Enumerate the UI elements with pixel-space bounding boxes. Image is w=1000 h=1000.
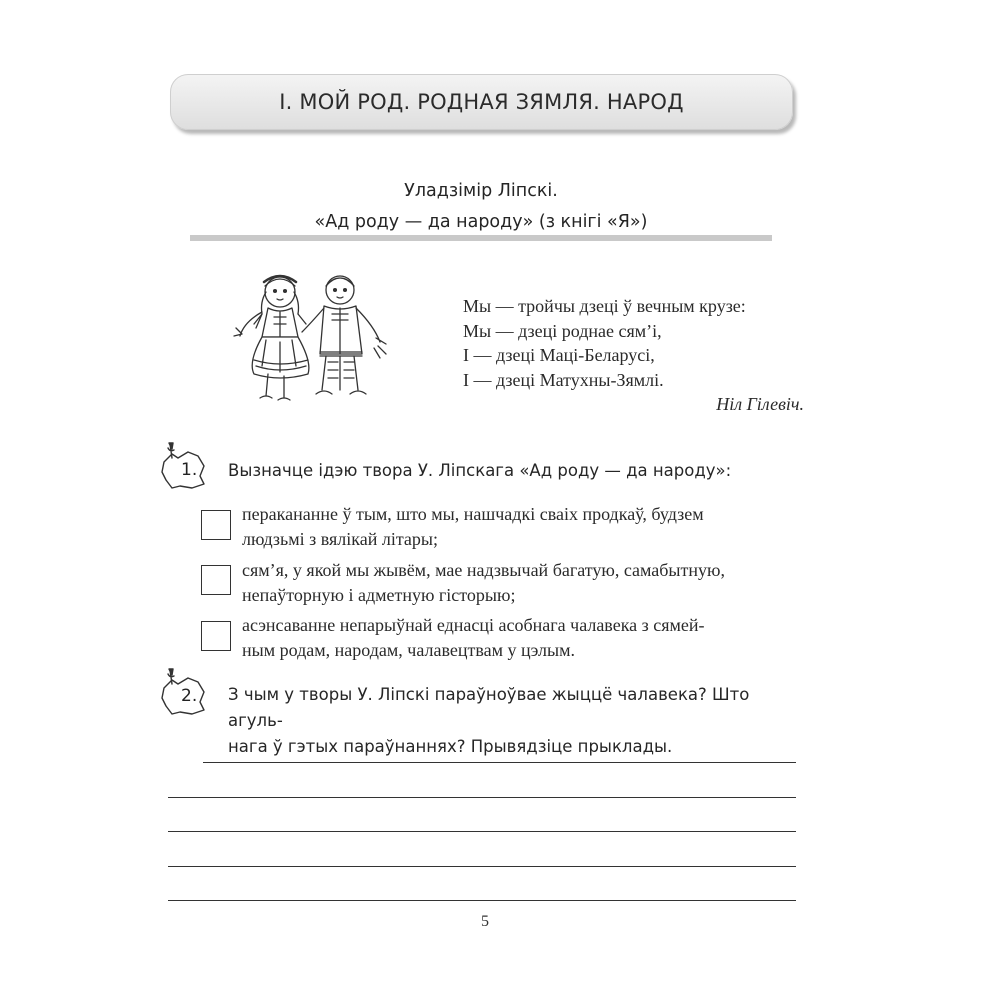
answer-line[interactable]	[168, 866, 796, 867]
work-author: Уладзімір Ліпскі.	[404, 181, 558, 201]
task-2-prompt	[228, 682, 808, 760]
task-number: 1.	[181, 460, 198, 480]
children-in-folk-costume-illustration	[228, 262, 398, 412]
page-number: 5	[481, 913, 489, 930]
option-line: людзьмі з вялікай літары;	[242, 529, 438, 549]
work-title: «Ад роду — да народу» (з кнігі «Я»)	[314, 212, 648, 232]
task-number: 2.	[181, 686, 198, 706]
prompt-line: З чым у творы У. Ліпскі параўноўвае жыццё чалавека? Што агуль-	[228, 685, 750, 730]
poem-line: І — дзеці Матухны-Зямлі.	[463, 369, 664, 390]
answer-checkbox-2[interactable]	[201, 565, 231, 595]
heading-underline	[190, 235, 772, 241]
answer-line[interactable]	[168, 797, 796, 798]
task-1-prompt: Вызначце ідэю твора У. Ліпскага «Ад роду — да народу»:	[228, 461, 732, 480]
option-line: ным родам, народам, чалавецтвам у цэлым.	[242, 640, 575, 660]
option-line: непаўторную і адметную гісторыю;	[242, 585, 516, 605]
section-title: І. МОЙ РОД. РОДНАЯ ЗЯМЛЯ. НАРОД	[279, 90, 684, 114]
poem-author: Ніл Гілевіч.	[716, 394, 804, 414]
answer-option-2	[242, 558, 802, 608]
poem-line: Мы — дзеці роднае сям’і,	[463, 320, 662, 341]
work-heading	[190, 176, 772, 238]
answer-line[interactable]	[203, 762, 796, 763]
option-line: сям’я, у якой мы жывём, мае надзвычай багатую, самабытную,	[242, 560, 725, 580]
poem-epigraph	[463, 294, 808, 417]
option-line: перакананне ў тым, што мы, нашчадкі сваіх продкаў, будзем	[242, 504, 704, 524]
answer-checkbox-3[interactable]	[201, 621, 231, 651]
answer-line[interactable]	[168, 831, 796, 832]
prompt-line: нага ў гэтых параўнаннях? Прывядзіце прыклады.	[228, 737, 673, 756]
option-line: асэнсаванне непарыўнай еднасці асобнага чалавека з сямей-	[242, 615, 705, 635]
poem-line: Мы — тройчы дзеці ў вечным крузе:	[463, 296, 746, 316]
poem-line: І — дзеці Маці-Беларусі,	[463, 345, 655, 365]
answer-line[interactable]	[168, 900, 796, 901]
answer-option-1	[242, 502, 802, 552]
section-banner	[170, 74, 793, 130]
answer-option-3	[242, 613, 802, 663]
answer-checkbox-1[interactable]	[201, 510, 231, 540]
